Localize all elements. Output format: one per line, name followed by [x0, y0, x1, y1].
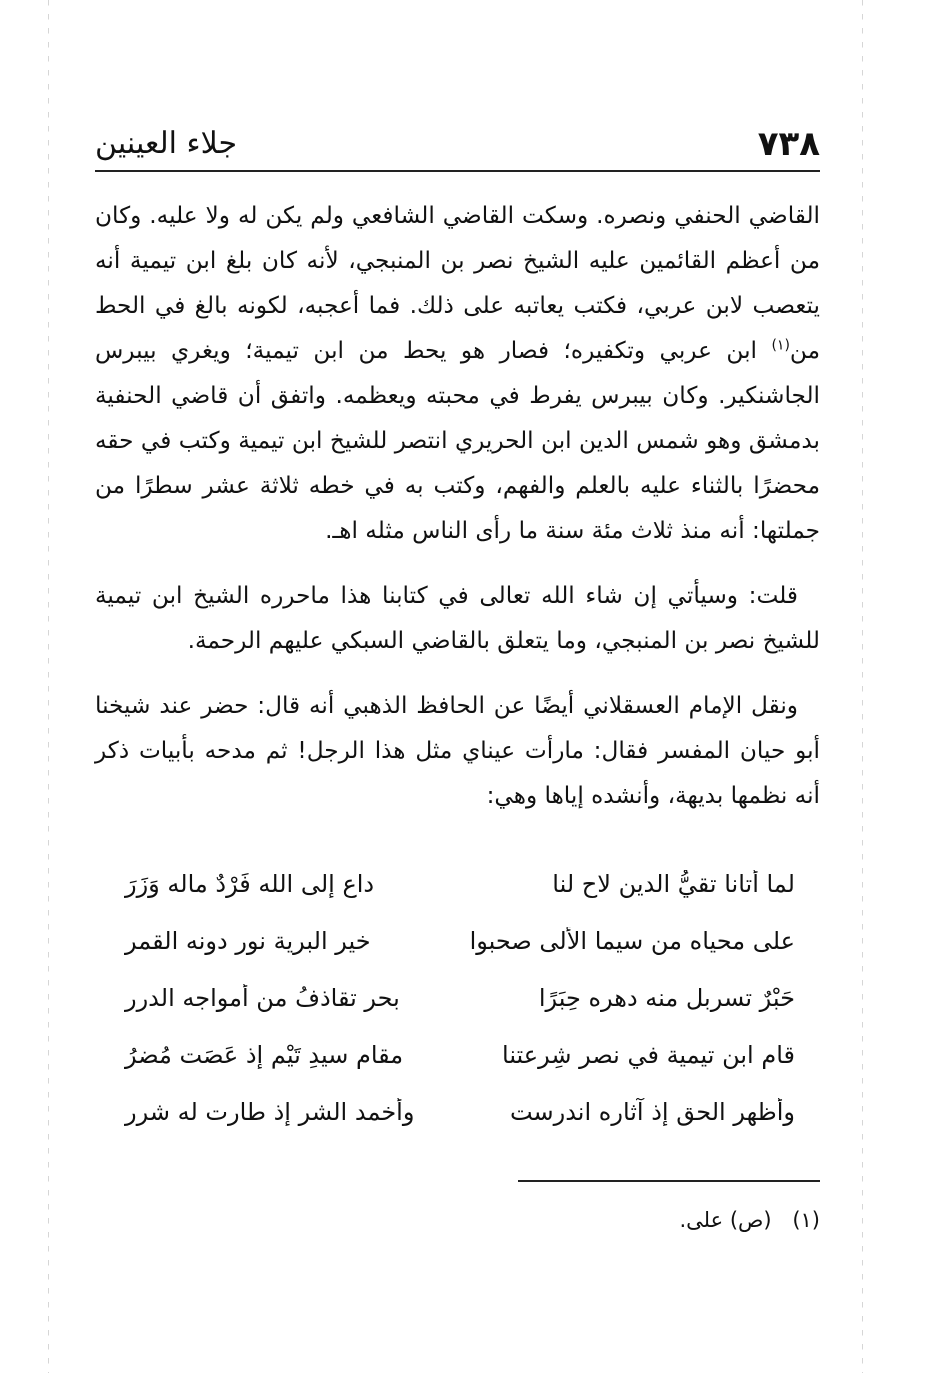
- page-number: ٧٣٨: [757, 124, 820, 164]
- footnote-reference[interactable]: (١): [771, 337, 790, 354]
- header-rule: [95, 170, 820, 172]
- paragraph: ونقل الإمام العسقلاني أيضًا عن الحافظ الذهبي أنه قال: حضر عند شيخنا أبو حيان المفسر فقال: مارأت عيناي مثل هذا الرجل! ثم مدحه بأبيات ذكر أنه نظمها بديهة، وأنشده إياها وهي:: [95, 692, 820, 809]
- main-text: [95, 193, 820, 838]
- verse-first-hemistich: لما أتانا تقيُّ الدين لاح لنا: [552, 869, 795, 898]
- verse-second-hemistich: داعٍ إلى الله فَرْدٌ ماله وَزَرَ: [125, 869, 375, 898]
- paragraph-text: القاضي الحنفي ونصره. وسكت القاضي الشافعي ولم يكن له ولا عليه. وكان من أعظم القائمين عليه الشيخ نصر بن المنبجي، لأنه كان بلغ ابن تيمية أنه يتعصب لابن عربي، فكتب يعاتبه على ذلك. فما أعجبه، لكونه بالغ في الحط من: [95, 202, 820, 364]
- verse-first-hemistich: وأظهر الحق إذ آثاره اندرست: [509, 1097, 795, 1126]
- paragraph-text: ابن عربي وتكفيره؛ فصار هو يحط من ابن تيمية؛ ويغري بيبرس الجاشنكير. وكان بيبرس يفرط في محبته ويعظمه. واتفق أن قاضي الحنفية بدمشق وهو شمس الدين ابن الحريري انتصر للشيخ ابن تيمية وكتب في حقه محضرًا بالثناء عليه بالعلم والفهم، وكتب به في خطه ثلاثة عشر سطرًا من جملتها: أنه منذ ثلاث مئة سنة ما رأى الناس مثله اهـ.: [95, 337, 820, 544]
- footnote: [95, 1208, 820, 1232]
- footnote-text: (ص) على.: [679, 1208, 772, 1232]
- verse-second-hemistich: خير البرية نور دونه القمر: [125, 926, 371, 955]
- verse-second-hemistich: بحر تقاذفُ من أمواجه الدرر: [125, 983, 400, 1012]
- verse-first-hemistich: قام ابن تيمية في نصر شِرعتنا: [502, 1040, 795, 1069]
- page-header: [95, 118, 820, 168]
- poem-verse: [95, 1026, 820, 1083]
- paragraph: قلت: وسيأتي إن شاء الله تعالى في كتابنا هذا ماحرره الشيخ ابن تيمية للشيخ نصر بن المنبجي، وما يتعلق بالقاضي السبكي عليهم الرحمة.: [95, 582, 820, 654]
- verse-first-hemistich: حَبْرٌ تسربل منه دهره حِبَرًا: [538, 983, 795, 1012]
- scan-artifact-line: [862, 0, 863, 1373]
- running-title: جلاء العينين: [95, 126, 238, 161]
- poem-verse: [95, 912, 820, 969]
- scan-artifact-line: [48, 0, 49, 1373]
- poem-verse: [95, 969, 820, 1026]
- verse-first-hemistich: على محياه من سيما الألى صحبوا: [469, 926, 795, 955]
- paragraph: [95, 193, 820, 553]
- footnote-separator: [518, 1180, 820, 1182]
- verse-second-hemistich: وأخمد الشر إذ طارت له شرر: [125, 1097, 415, 1126]
- footnote-marker: (١): [792, 1208, 820, 1232]
- poem: [95, 855, 820, 1140]
- verse-second-hemistich: مقام سيدِ تَيْم إذ عَصَت مُضرُ: [125, 1040, 404, 1069]
- poem-verse: [95, 855, 820, 912]
- poem-verse: [95, 1083, 820, 1140]
